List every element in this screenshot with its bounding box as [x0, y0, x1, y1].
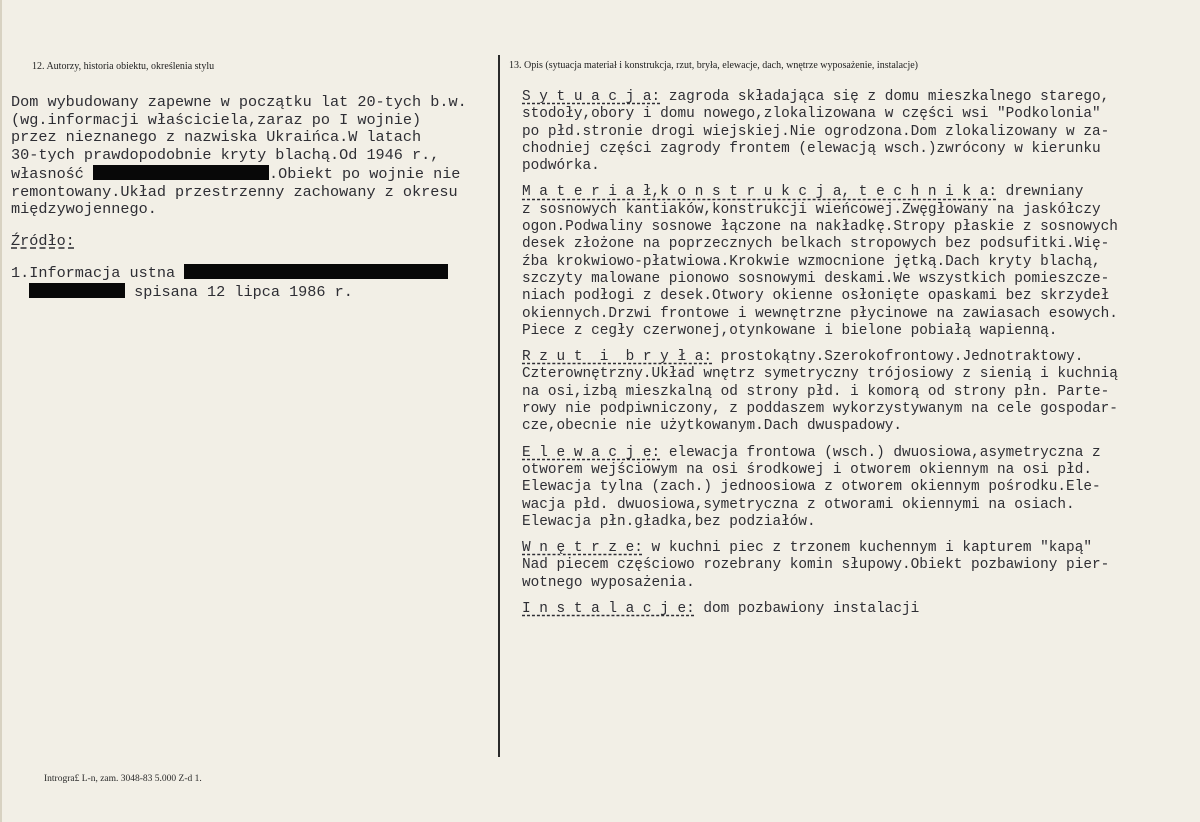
source-item — [11, 264, 448, 301]
section-label: M a t e r i a ł,k o n s t r u k c j a, t e c h n i k a: — [522, 184, 997, 201]
section-wnetrze: W n ę t r z e: w kuchni piec z trzonem kuchennym i kapturem "kapą" Nad piecem częściowo rozebrany komin słupowy.Obiekt pozbawiony pier- wotnego wyposażenia. — [522, 540, 1110, 591]
section-label: R z u t i b r y ł a: — [522, 349, 712, 366]
history-line: własność — [11, 164, 94, 183]
column-divider — [498, 55, 500, 757]
history-line: 30-tych prawdopodobnie kryty blachą.Od 1946 r., — [11, 146, 440, 165]
section-label: E l e w a c j e: — [522, 444, 661, 461]
section-12-header: 12. Autorzy, historia obiektu, określenia stylu — [32, 61, 215, 72]
section-label: W n ę t r z e: — [522, 540, 643, 557]
source-line: spisana 12 lipca 1986 r. — [134, 282, 353, 301]
history-line: remontowany.Układ przestrzenny zachowany z okresu — [11, 182, 458, 201]
history-line: międzywojennego. — [11, 200, 157, 219]
history-line: Dom wybudowany zapewne w początku lat 20-tych b.w. — [11, 93, 467, 111]
source-heading: Źródło: — [11, 232, 75, 250]
redaction-bar — [184, 264, 448, 279]
history-line: (wg.informacji właściciela,zaraz po I wojnie) — [11, 110, 422, 129]
source-line: 1.Informacja ustna — [11, 264, 185, 282]
section-rzut: R z u t i b r y ł a: prostokątny.Szerokofrontowy.Jednotraktowy. Czterownętrzny.Układ wnętrz symetryczny trójosiowy z sienią i kuchnią na osi,izbą mieszkalną od strony płd. i komorą od strony płn. Parte- rowy nie podpiwniczony, z poddaszem wykorzystywanym na cele gospodar- cze,obecnie nie użytkowanym.Dach dwuspadowy. — [522, 349, 1118, 435]
description-column — [522, 89, 1198, 618]
section-instalacje: I n s t a l a c j e: dom pozbawiony instalacji — [522, 601, 920, 618]
printer-imprint: Introgra£ L-n, zam. 3048-83 5.000 Z-d 1. — [44, 774, 202, 784]
section-label: I n s t a l a c j e: — [522, 601, 695, 618]
history-text — [11, 94, 467, 219]
section-material: M a t e r i a ł,k o n s t r u k c j a, t e c h n i k a: drewniany z sosnowych kantiaków,konstrukcji wieńcowej.Zwęgłowany na jaskółczy ogon.Podwaliny sosnowe łączone na nakładkę.Stropy płaskie z sosnowych desek złożone na poprzecznych belkach stropowych bez podsufitki.Wię- źba krokwiowo-płatwiowa.Krokwie wzmocnione jętką.Dach kryty blachą, szczyty malowane pionowo sosnowymi deskami.We wszystkich pomieszcze- niach podłogi z desek.Otwory okienne osłonięte opaskami bez skrzydeł okiennych.Drzwi frontowe i wewnętrzne płycinowe na zawiasach esowych. Piece z cegły czerwonej,otynkowane i bielone pobiałą wapienną. — [522, 184, 1118, 339]
redaction-bar — [29, 283, 125, 298]
section-elewacje: E l e w a c j e: elewacja frontowa (wsch.) dwuosiowa,asymetryczna z otworem wejściowym na osi środkowej i otworem okiennym na osi płd. Elewacja tylna (zach.) jednoosiowa z otworem okiennym pośrodku.Ele- wacja płd. dwuosiowa,symetryczna z otworami okiennymi na osiach. Elewacja płn.gładka,bez podziałów. — [522, 444, 1101, 530]
section-13-header: 13. Opis (sytuacja materiał i konstrukcja, rzut, bryła, elewacje, dach, wnętrze wyposażenie, instalacje) — [509, 60, 918, 71]
section-sytuacja: S y t u a c j a: zagroda składająca się z domu mieszkalnego starego, stodoły,obory i domu nowego,zlokalizowana w części wsi "Podkolonia" po płd.stronie drogi wiejskiej.Nie ogrodzona.Dom zlokalizowany w za- chodniej części zagrody frontem (elewacją wsch.)zwrócony w kierunku podwórka. — [522, 89, 1110, 175]
history-line: .Obiekt po wojnie nie — [269, 164, 461, 183]
section-label: S y t u a c j a: — [522, 89, 661, 105]
history-line: przez nieznanego z nazwiska Ukraińca.W latach — [11, 128, 422, 147]
redaction-bar — [93, 165, 269, 180]
